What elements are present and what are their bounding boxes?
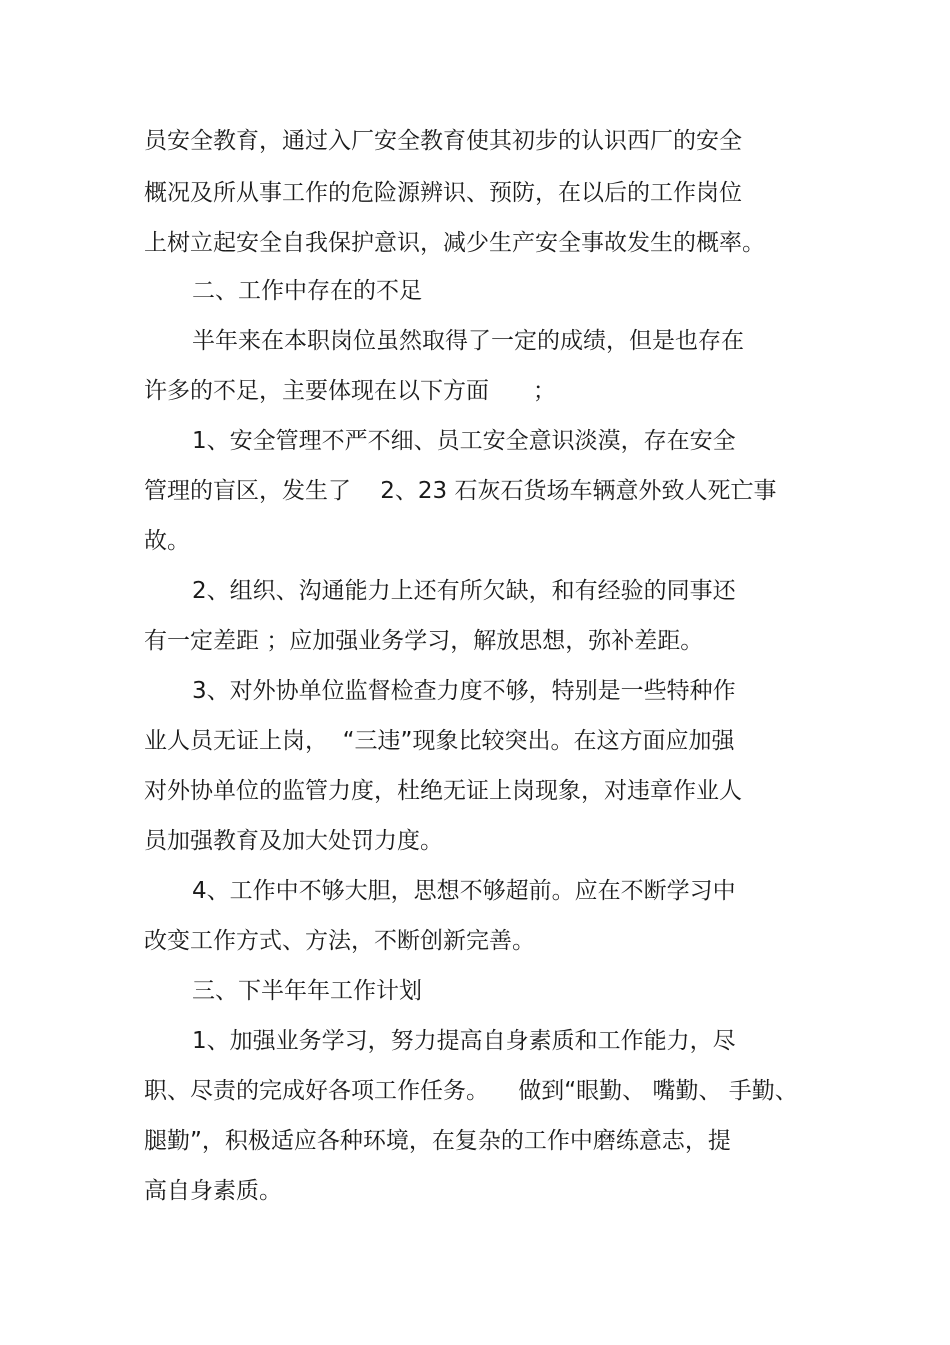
text-line: 有一定差距 ；应加强业务学习，解放思想，弥补差距。	[144, 628, 704, 654]
text-line: 4、工作中不够大胆，思想不够超前。应在不断学习中	[192, 878, 736, 904]
text-line: 对外协单位的监管力度，杜绝无证上岗现象，对违章作业人	[144, 778, 742, 804]
text-line: 上树立起安全自我保护意识，减少生产安全事故发生的概率。	[144, 230, 765, 256]
text-line: 业人员无证上岗， “三违”现象比较突出。在这方面应加强	[144, 728, 735, 754]
text-line: 1、安全管理不严不细、员工安全意识淡漠，存在安全	[192, 428, 736, 454]
text-line: 员加强教育及加大处罚力度。	[144, 828, 443, 854]
text-line: 腿勤”，积极适应各种环境，在复杂的工作中磨练意志，提	[144, 1128, 731, 1154]
section-heading: 二、工作中存在的不足	[192, 278, 422, 304]
section-heading: 三、下半年年工作计划	[192, 978, 422, 1004]
text-line: 员安全教育，通过入厂安全教育使其初步的认识西厂的安全	[144, 128, 742, 154]
text-line: 许多的不足，主要体现在以下方面 ；	[144, 378, 556, 404]
text-line: 故。	[144, 528, 190, 554]
text-line: 3、对外协单位监督检查力度不够，特别是一些特种作	[192, 678, 736, 704]
text-line: 职、尽责的完成好各项工作任务。 做到“眼勤、 嘴勤、 手勤、	[144, 1078, 798, 1104]
text-line: 高自身素质。	[144, 1178, 282, 1204]
text-line: 半年来在本职岗位虽然取得了一定的成绩，但是也存在	[192, 328, 744, 354]
text-line: 2、组织、沟通能力上还有所欠缺，和有经验的同事还	[192, 578, 736, 604]
text-line: 管理的盲区，发生了 2、23 石灰石货场车辆意外致人死亡事	[144, 478, 777, 504]
text-line: 概况及所从事工作的危险源辨识、预防，在以后的工作岗位	[144, 180, 742, 206]
text-line: 1、加强业务学习，努力提高自身素质和工作能力，尽	[192, 1028, 736, 1054]
text-line: 改变工作方式、方法，不断创新完善。	[144, 928, 535, 954]
